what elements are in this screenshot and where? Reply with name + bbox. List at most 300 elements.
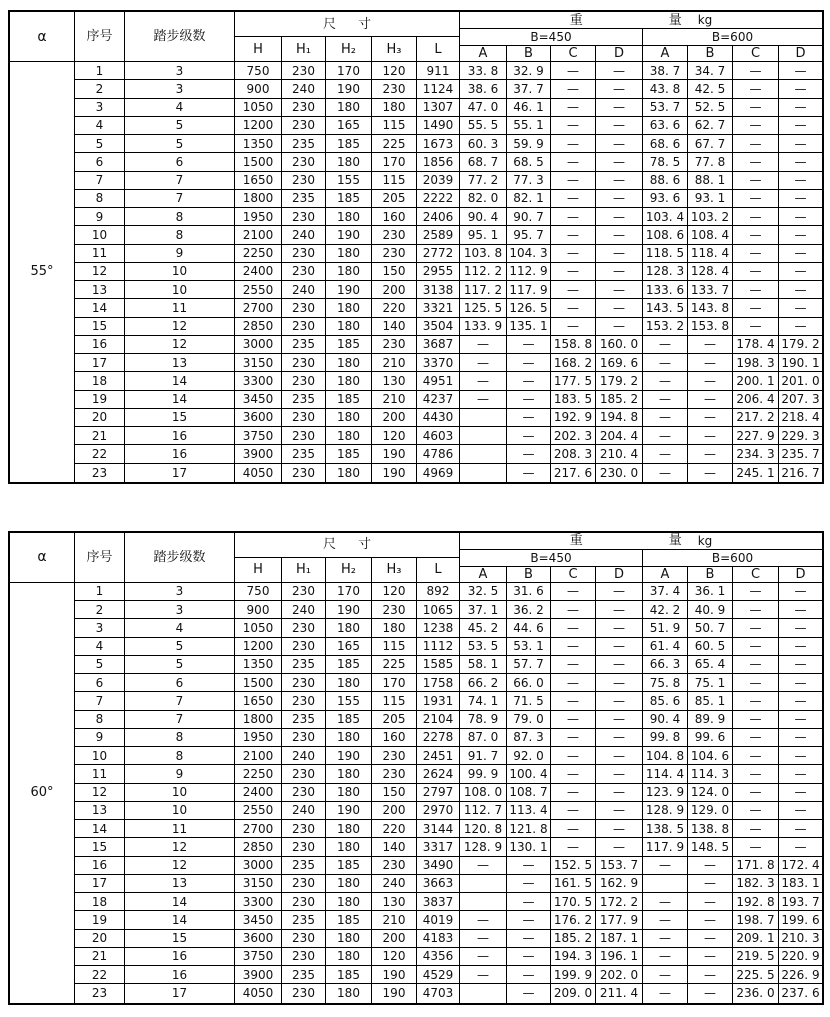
cell-steps: 3 [125, 583, 235, 601]
col-header-L: L [417, 558, 460, 583]
dims-label-char2: 寸 [358, 537, 372, 553]
cell-seq: 10 [75, 747, 125, 765]
cell-dim-h1: 230 [282, 674, 326, 692]
cell-dim-h2: 180 [326, 354, 372, 372]
cell-dim-h1: 230 [282, 838, 326, 856]
cell-b450-b: 135. 1 [507, 318, 551, 336]
cell-b450-a: 120. 8 [460, 820, 507, 838]
cell-dim-h1: 230 [282, 245, 326, 263]
cell-b450-a: 66. 2 [460, 674, 507, 692]
cell-dim-h2: 180 [326, 765, 372, 783]
b600-group-header: B=600 [643, 550, 822, 567]
cell-b450-a: 77. 2 [460, 172, 507, 190]
dims-label-char1: 尺 [322, 16, 336, 32]
cell-dim-h1: 230 [282, 99, 326, 117]
weight-group-header [460, 12, 822, 29]
cell-steps: 12 [125, 838, 235, 856]
col-header-b450-C: C [551, 567, 596, 583]
cell-dim-l: 1124 [417, 80, 460, 98]
cell-b450-c: — [551, 711, 596, 729]
cell-seq: 21 [75, 427, 125, 445]
cell-dim-h: 3450 [235, 911, 282, 929]
cell-b600-d: — [779, 117, 822, 135]
cell-dim-l: 4603 [417, 427, 460, 445]
cell-dim-h3: 120 [372, 583, 417, 601]
cell-b450-a: 133. 9 [460, 318, 507, 336]
cell-b600-d: — [779, 729, 822, 747]
cell-seq: 13 [75, 281, 125, 299]
cell-dim-h3: 230 [372, 601, 417, 619]
cell-dim-h: 2550 [235, 802, 282, 820]
cell-dim-l: 2970 [417, 802, 460, 820]
cell-b600-c: — [733, 711, 779, 729]
cell-dim-l: 3370 [417, 354, 460, 372]
cell-b600-a: 123. 9 [643, 784, 688, 802]
cell-b450-b: 90. 7 [507, 208, 551, 226]
cell-b450-b: — [507, 372, 551, 390]
cell-steps: 14 [125, 911, 235, 929]
cell-steps: 15 [125, 409, 235, 427]
cell-steps: 7 [125, 172, 235, 190]
cell-b450-a: 87. 0 [460, 729, 507, 747]
col-header-b600-A: A [643, 567, 688, 583]
cell-dim-h: 2700 [235, 299, 282, 317]
weight-label-char1: 重 [569, 533, 583, 549]
cell-dim-h: 750 [235, 583, 282, 601]
cell-seq: 12 [75, 263, 125, 281]
cell-b450-b: 68. 5 [507, 153, 551, 171]
cell-dim-h2: 185 [326, 391, 372, 409]
cell-dim-h2: 190 [326, 802, 372, 820]
cell-b600-b: — [688, 409, 733, 427]
cell-dim-h1: 235 [282, 966, 326, 984]
cell-dim-h2: 180 [326, 208, 372, 226]
cell-b450-c: — [551, 838, 596, 856]
cell-dim-h2: 180 [326, 820, 372, 838]
cell-b450-a [460, 409, 507, 427]
cell-b450-a: 55. 5 [460, 117, 507, 135]
cell-dim-h1: 230 [282, 930, 326, 948]
cell-dim-h3: 230 [372, 857, 417, 875]
cell-b600-d: — [779, 638, 822, 656]
cell-dim-l: 1931 [417, 692, 460, 710]
cell-b600-b: 129. 0 [688, 802, 733, 820]
cell-seq: 6 [75, 674, 125, 692]
cell-b600-b: — [688, 372, 733, 390]
cell-b450-a: 99. 9 [460, 765, 507, 783]
cell-b450-b: 31. 6 [507, 583, 551, 601]
cell-b600-c: — [733, 135, 779, 153]
cell-dim-h2: 185 [326, 445, 372, 463]
cell-b450-d: — [596, 245, 643, 263]
cell-dim-h: 3150 [235, 875, 282, 893]
cell-dim-h2: 155 [326, 172, 372, 190]
cell-dim-h1: 235 [282, 391, 326, 409]
cell-b600-a: 99. 8 [643, 729, 688, 747]
cell-dim-h2: 180 [326, 245, 372, 263]
cell-b450-c: — [551, 765, 596, 783]
cell-b450-a: 128. 9 [460, 838, 507, 856]
cell-b450-b: — [507, 354, 551, 372]
cell-steps: 7 [125, 692, 235, 710]
cell-b600-a: 133. 6 [643, 281, 688, 299]
spec-table-60deg [8, 531, 824, 1005]
cell-b600-d: — [779, 172, 822, 190]
cell-b600-d: 193. 7 [779, 893, 822, 911]
cell-steps: 5 [125, 135, 235, 153]
cell-dim-h3: 200 [372, 802, 417, 820]
cell-dim-l: 3837 [417, 893, 460, 911]
cell-seq: 9 [75, 208, 125, 226]
cell-dim-l: 3490 [417, 857, 460, 875]
cell-seq: 9 [75, 729, 125, 747]
cell-b600-d: — [779, 656, 822, 674]
cell-dim-h2: 180 [326, 153, 372, 171]
cell-dim-h3: 140 [372, 838, 417, 856]
cell-b600-a: — [643, 427, 688, 445]
cell-dim-h1: 230 [282, 318, 326, 336]
cell-b600-d: 218. 4 [779, 409, 822, 427]
cell-b450-a [460, 427, 507, 445]
cell-b450-b: — [507, 948, 551, 966]
cell-dim-l: 1673 [417, 135, 460, 153]
cell-dim-h1: 230 [282, 153, 326, 171]
cell-dim-h1: 230 [282, 427, 326, 445]
cell-dim-h1: 230 [282, 62, 326, 80]
cell-b600-c: — [733, 190, 779, 208]
cell-b450-d: — [596, 281, 643, 299]
cell-dim-h3: 170 [372, 153, 417, 171]
cell-b600-d: — [779, 263, 822, 281]
cell-b600-c: — [733, 263, 779, 281]
cell-seq: 8 [75, 711, 125, 729]
cell-steps: 5 [125, 656, 235, 674]
cell-dim-h3: 230 [372, 226, 417, 244]
cell-b600-c: 198. 3 [733, 354, 779, 372]
cell-b600-a [643, 875, 688, 893]
cell-steps: 6 [125, 674, 235, 692]
cell-dim-h3: 230 [372, 245, 417, 263]
cell-b600-b: — [688, 427, 733, 445]
cell-dim-h1: 235 [282, 857, 326, 875]
cell-b450-d: — [596, 135, 643, 153]
cell-b450-c: 192. 9 [551, 409, 596, 427]
cell-b450-b: 87. 3 [507, 729, 551, 747]
cell-dim-h1: 230 [282, 765, 326, 783]
cell-b600-a: 61. 4 [643, 638, 688, 656]
cell-b600-a: 103. 4 [643, 208, 688, 226]
cell-b450-d: 185. 2 [596, 391, 643, 409]
cell-steps: 16 [125, 966, 235, 984]
cell-b600-a: — [643, 336, 688, 354]
cell-b600-a: 153. 2 [643, 318, 688, 336]
cell-b600-c: — [733, 281, 779, 299]
cell-seq: 23 [75, 464, 125, 482]
cell-b450-b: 57. 7 [507, 656, 551, 674]
steps-column-header: 踏步级数 [125, 533, 235, 583]
cell-steps: 9 [125, 765, 235, 783]
cell-dim-l: 1307 [417, 99, 460, 117]
cell-b450-c: — [551, 747, 596, 765]
cell-dim-h2: 180 [326, 619, 372, 637]
cell-b600-d: 229. 3 [779, 427, 822, 445]
cell-b450-d: 210. 4 [596, 445, 643, 463]
cell-dim-h3: 240 [372, 875, 417, 893]
cell-b450-c: — [551, 729, 596, 747]
cell-b450-c: — [551, 820, 596, 838]
cell-seq: 7 [75, 172, 125, 190]
cell-dim-h3: 210 [372, 391, 417, 409]
cell-b600-c: — [733, 99, 779, 117]
cell-dim-h2: 165 [326, 638, 372, 656]
col-header-H: H [235, 37, 282, 62]
cell-b450-d: — [596, 62, 643, 80]
cell-b600-b: — [688, 930, 733, 948]
weight-unit-label: kg [697, 533, 713, 548]
col-header-b600-D: D [779, 46, 822, 62]
cell-seq: 14 [75, 820, 125, 838]
cell-b600-d: — [779, 583, 822, 601]
cell-b600-a: — [643, 930, 688, 948]
cell-dim-h: 3300 [235, 893, 282, 911]
cell-dim-h3: 225 [372, 135, 417, 153]
col-header-b450-D: D [596, 567, 643, 583]
cell-b450-d: 162. 9 [596, 875, 643, 893]
cell-dim-h2: 180 [326, 318, 372, 336]
cell-steps: 17 [125, 984, 235, 1002]
cell-b600-b: — [688, 911, 733, 929]
cell-dim-h1: 230 [282, 893, 326, 911]
cell-b600-a: 118. 5 [643, 245, 688, 263]
cell-dim-h2: 185 [326, 656, 372, 674]
cell-b450-d: — [596, 674, 643, 692]
cell-b600-a: — [643, 911, 688, 929]
cell-steps: 5 [125, 638, 235, 656]
cell-b450-c: — [551, 80, 596, 98]
cell-dim-h: 1350 [235, 656, 282, 674]
cell-b450-b: 100. 4 [507, 765, 551, 783]
cell-dim-h3: 130 [372, 893, 417, 911]
cell-b450-a: — [460, 930, 507, 948]
cell-b600-b: 93. 1 [688, 190, 733, 208]
col-header-H: H [235, 558, 282, 583]
cell-dim-h3: 160 [372, 208, 417, 226]
dims-label-char1: 尺 [322, 537, 336, 553]
cell-dim-h1: 235 [282, 911, 326, 929]
cell-dim-l: 3321 [417, 299, 460, 317]
cell-dim-h3: 205 [372, 190, 417, 208]
cell-dim-h1: 230 [282, 299, 326, 317]
cell-dim-h3: 160 [372, 729, 417, 747]
cell-b600-a: 108. 6 [643, 226, 688, 244]
cell-b450-a [460, 875, 507, 893]
cell-b450-b: 77. 3 [507, 172, 551, 190]
cell-b450-b: — [507, 391, 551, 409]
cell-b450-c: — [551, 583, 596, 601]
cell-b450-a: 68. 7 [460, 153, 507, 171]
cell-steps: 11 [125, 299, 235, 317]
cell-b600-d: 172. 4 [779, 857, 822, 875]
cell-seq: 5 [75, 135, 125, 153]
cell-b450-d: — [596, 638, 643, 656]
cell-b600-a: 104. 8 [643, 747, 688, 765]
cell-b600-b: 50. 7 [688, 619, 733, 637]
cell-b600-b: 75. 1 [688, 674, 733, 692]
cell-dim-h: 2850 [235, 838, 282, 856]
cell-dim-h: 3600 [235, 409, 282, 427]
cell-b450-d: — [596, 190, 643, 208]
cell-b450-c: — [551, 802, 596, 820]
cell-b600-c: — [733, 583, 779, 601]
cell-dim-h: 2400 [235, 784, 282, 802]
cell-b450-a: 103. 8 [460, 245, 507, 263]
cell-dim-h1: 230 [282, 354, 326, 372]
cell-dim-h: 2550 [235, 281, 282, 299]
cell-seq: 2 [75, 80, 125, 98]
cell-b600-b: 128. 4 [688, 263, 733, 281]
cell-b600-c: 234. 3 [733, 445, 779, 463]
cell-seq: 3 [75, 619, 125, 637]
cell-b600-c: — [733, 62, 779, 80]
cell-dim-h3: 220 [372, 820, 417, 838]
cell-seq: 20 [75, 930, 125, 948]
cell-b600-d: 216. 7 [781, 465, 820, 480]
cell-dim-l: 1065 [417, 601, 460, 619]
cell-b600-a: 88. 6 [643, 172, 688, 190]
cell-b450-d: 196. 1 [596, 948, 643, 966]
cell-b450-c: — [551, 601, 596, 619]
cell-b600-b: 124. 0 [688, 784, 733, 802]
cell-dim-h1: 240 [282, 747, 326, 765]
cell-b450-a: 91. 7 [460, 747, 507, 765]
cell-steps: 10 [125, 281, 235, 299]
cell-dim-h: 2250 [235, 765, 282, 783]
cell-b450-d: — [596, 820, 643, 838]
cell-dim-l: 2589 [417, 226, 460, 244]
cell-b600-a: — [643, 445, 688, 463]
cell-b450-d: 194. 8 [596, 409, 643, 427]
cell-b450-d: — [596, 263, 643, 281]
cell-dim-h: 2100 [235, 747, 282, 765]
cell-dim-h: 1500 [235, 674, 282, 692]
cell-b450-c: 199. 9 [551, 966, 596, 984]
cell-dim-h2: 180 [326, 409, 372, 427]
cell-b600-c: 206. 4 [733, 391, 779, 409]
cell-dim-h: 3000 [235, 336, 282, 354]
seq-column-header: 序号 [75, 12, 125, 62]
cell-seq: 16 [75, 857, 125, 875]
b450-group-header: B=450 [460, 29, 643, 46]
col-header-b600-C: C [733, 46, 779, 62]
cell-steps: 15 [125, 930, 235, 948]
cell-seq: 7 [75, 692, 125, 710]
cell-dim-h3: 230 [372, 80, 417, 98]
cell-b600-a: — [643, 409, 688, 427]
cell-dim-h: 1200 [235, 638, 282, 656]
cell-steps: 10 [125, 802, 235, 820]
cell-dim-h2: 170 [326, 583, 372, 601]
cell-b450-c: — [551, 692, 596, 710]
cell-seq: 10 [75, 226, 125, 244]
cell-b600-d: — [779, 153, 822, 171]
cell-b600-c: — [733, 838, 779, 856]
cell-dim-l: 911 [417, 62, 460, 80]
cell-b600-c: — [733, 729, 779, 747]
cell-dim-h3: 150 [372, 263, 417, 281]
cell-b600-c: 182. 3 [733, 875, 779, 893]
cell-dim-h1: 235 [282, 135, 326, 153]
cell-seq: 19 [75, 391, 125, 409]
cell-b600-a: 85. 6 [643, 692, 688, 710]
cell-dim-h: 3150 [235, 354, 282, 372]
cell-dim-h2: 185 [326, 135, 372, 153]
cell-b600-c: 236. 0 [733, 984, 779, 1002]
cell-dim-l: 2797 [417, 784, 460, 802]
cell-dim-l: 2955 [417, 263, 460, 281]
cell-b450-d: 211. 4 [596, 984, 643, 1002]
cell-b450-c: 170. 5 [551, 893, 596, 911]
cell-dim-h: 3750 [235, 948, 282, 966]
cell-b450-c: 209. 0 [551, 984, 596, 1002]
cell-b450-d: — [596, 711, 643, 729]
cell-b450-a: — [460, 966, 507, 984]
cell-b600-d: — [779, 208, 822, 226]
cell-dim-h3: 150 [372, 784, 417, 802]
cell-b600-a: 117. 9 [643, 838, 688, 856]
cell-b450-a: — [460, 372, 507, 390]
cell-b600-a: — [643, 354, 688, 372]
cell-steps: 5 [125, 117, 235, 135]
cell-b450-c: — [551, 208, 596, 226]
cell-b450-a: — [460, 857, 507, 875]
cell-b600-d: — [779, 765, 822, 783]
cell-b450-b: 37. 7 [507, 80, 551, 98]
cell-b600-b: — [688, 336, 733, 354]
cell-b450-c: — [551, 117, 596, 135]
cell-seq: 18 [75, 372, 125, 390]
cell-seq: 19 [75, 911, 125, 929]
cell-seq: 21 [75, 948, 125, 966]
cell-b600-c: 178. 4 [733, 336, 779, 354]
cell-b600-d: — [779, 245, 822, 263]
cell-b600-a: 42. 2 [643, 601, 688, 619]
cell-b600-b: 67. 7 [688, 135, 733, 153]
cell-steps: 3 [125, 80, 235, 98]
cell-b450-b: 108. 7 [507, 784, 551, 802]
cell-seq: 8 [75, 190, 125, 208]
cell-dim-h1: 240 [282, 226, 326, 244]
col-header-b450-B: B [507, 567, 551, 583]
cell-b450-a [460, 464, 507, 482]
cell-b600-b: 89. 9 [688, 711, 733, 729]
cell-dim-h3: 205 [372, 711, 417, 729]
cell-b600-c: — [733, 208, 779, 226]
cell-b450-b: — [507, 445, 551, 463]
cell-b450-d: 172. 2 [596, 893, 643, 911]
weight-unit-label: kg [697, 13, 713, 27]
cell-b450-b: 36. 2 [507, 601, 551, 619]
cell-dim-l: 2406 [417, 208, 460, 226]
cell-dim-h1: 230 [282, 692, 326, 710]
cell-b600-c: 200. 1 [733, 372, 779, 390]
cell-steps: 13 [125, 354, 235, 372]
cell-steps: 14 [125, 893, 235, 911]
cell-dim-l: 3504 [417, 318, 460, 336]
cell-b600-b: 148. 5 [688, 838, 733, 856]
cell-steps: 12 [125, 318, 235, 336]
cell-b600-b: 77. 8 [688, 153, 733, 171]
cell-b450-a: 112. 2 [460, 263, 507, 281]
